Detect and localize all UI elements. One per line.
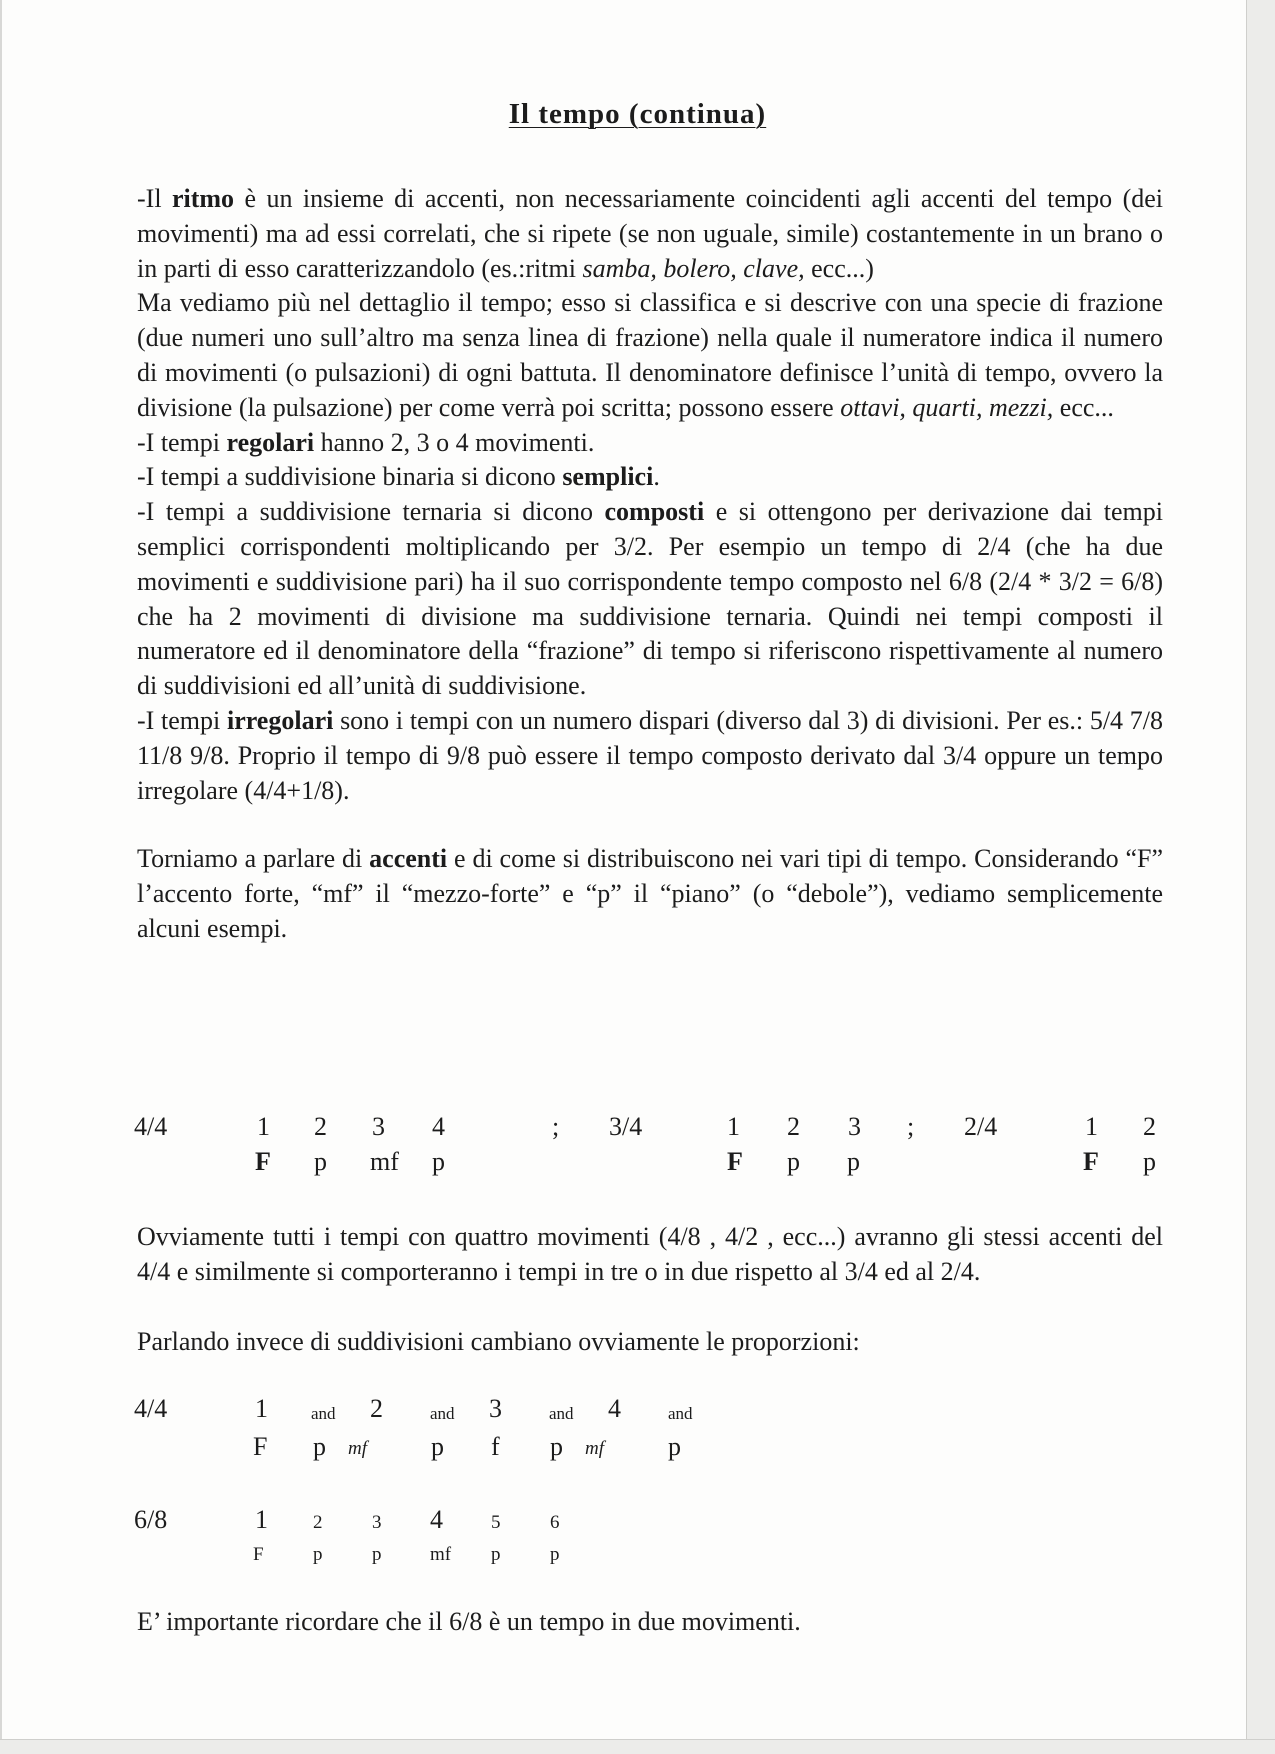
subdivision-number: 3 [372,1512,382,1533]
time-signature-6-8: 6/8 [134,1505,168,1534]
and-label: and [668,1404,693,1423]
text-run: Parlando invece di suddivisioni cambiano ovviamente le proporzioni: [137,1327,860,1356]
text-run: -I tempi [137,705,227,735]
text-run: E’ importante ricordare che il 6/8 è un tempo in due movimenti. [137,1607,801,1636]
paragraph-accenti [137,842,1163,946]
term-accenti: accenti [369,844,448,874]
accent-mark: p [313,1432,326,1461]
text-run: Torniamo a parlare di [137,844,370,874]
beat-number: 1 [257,1112,270,1141]
beat-number: 3 [848,1112,861,1141]
term-composti: composti [604,497,705,527]
accent-mark: F [727,1147,743,1176]
and-label: and [549,1404,574,1423]
accent-mark: mf [430,1544,452,1565]
text-run: Ma vediamo più nel dettaglio il tempo; esso si classifica e si descrive con una specie di frazione (due numeri uno sull’altro ma senza linea di frazione) nella quale il numeratore indica il numero di movimenti (o pulsazioni) di ogni battuta. Il denominatore definisce l’unità di tempo, ovvero la divisione (la pulsazione) per come verrà poi scritta; possono essere [137,288,1163,422]
beat-number: 1 [255,1394,268,1423]
accent-mark: F [253,1432,268,1461]
beat-number: 2 [1143,1112,1156,1141]
page-edge-right [1246,0,1275,1754]
accent-mark: p [432,1147,445,1176]
paragraph-ovviamente [137,1220,1163,1290]
text-run: Ovviamente tutti i tempi con quattro movimenti (4/8 , 4/2 , ecc...) avranno gli stessi accenti del 4/4 e similmente si comporteranno i tempi in tre o in due rispetto al 3/4 ed al 2/4. [137,1222,1163,1286]
separator: ; [907,1112,915,1141]
page-edge-left [0,0,2,1754]
body-text [137,182,1163,947]
term-ritmo: ritmo [171,184,235,213]
unit-examples: ottavi, quarti, mezzi, [840,392,1054,422]
and-label: and [430,1404,455,1423]
text-run: -I tempi a suddivisione ternaria si dicono [137,497,605,527]
accent-mark: p [314,1147,327,1176]
beat-number: 1 [255,1505,268,1534]
beat-number: 1 [727,1112,740,1141]
text-run: ecc...) [804,253,874,283]
text-run: hanno 2, 3 o 4 movimenti. [314,427,595,457]
subdivision-number: 2 [313,1512,323,1533]
text-run: e si ottengono per derivazione dai tempi semplici corrispondenti moltiplicando per 3/2. Per esempio un tempo di 2/4 (che ha due movimenti e suddivisione pari) ha il suo corrispondente tempo composto nel 6/8 (2/4 * 3/2 = 6/8) che ha 2 movimenti di divisione ma suddivisione ternaria. Quindi nei tempi composti il numeratore ed il denominatore della “frazione” di tempo si riferiscono rispettivamente al numero di suddivisioni ed all’unità di suddivisione. [137,497,1163,701]
accent-mark: p [491,1544,501,1565]
subdivision-number: 6 [550,1512,560,1533]
term-irregolari: irregolari [226,705,334,735]
separator: ; [552,1112,560,1141]
rhythm-examples: samba, bolero, clave, [582,253,805,283]
accent-mark: F [255,1147,271,1176]
beat-number: 3 [372,1112,385,1141]
accent-mark: F [253,1544,264,1565]
accent-mark: p [847,1147,860,1176]
paragraph-semplici [137,460,1163,495]
accent-mark: F [1083,1147,1099,1176]
text-run: -I tempi a suddivisione binaria si dicono [137,462,563,492]
term-regolari: regolari [226,427,315,457]
beat-number: 2 [370,1394,383,1423]
time-signature-2-4: 2/4 [964,1112,998,1141]
text-run: è un insieme di accenti, non necessariamente coincidenti agli accenti del tempo (dei movimenti) ma ad essi correlati, che si ripete (se non uguale, simile) costantemente in un brano o in parti di esso caratterizzandolo (es.:ritmi [137,184,1163,283]
accent-mark-handwritten: mf [585,1438,604,1459]
accent-mark: p [1143,1147,1156,1176]
paragraph-ritmo [137,182,1163,286]
and-label: and [311,1404,336,1423]
accent-mark: p [431,1432,444,1461]
beat-number: 2 [314,1112,327,1141]
text-run: e di come si distribuiscono nei vari tipi di tempo. Considerando “F” l’accento forte, “mf” il “mezzo-forte” e “p” il “piano” (o “debole”), vediamo semplicemente alcuni esempi. [137,844,1163,943]
paragraph-regolari [137,426,1163,461]
accent-mark: p [313,1544,323,1565]
paragraph-composti [137,495,1163,704]
accent-mark: p [372,1544,382,1565]
paragraph-tempo-detail [137,286,1163,425]
time-signature-4-4: 4/4 [134,1112,168,1141]
term-semplici: semplici [562,462,654,492]
beat-number: 1 [1085,1112,1098,1141]
accent-mark: p [550,1432,563,1461]
text-run: . [653,462,660,492]
accent-mark: f [491,1432,500,1461]
subdivision-number: 5 [491,1512,501,1533]
time-signature-3-4: 3/4 [609,1112,643,1141]
paragraph-conclusione [137,1605,1163,1640]
beat-number: 4 [432,1112,445,1141]
text-run: -Il [137,184,172,213]
accent-mark: mf [370,1147,399,1176]
accent-mark-handwritten: mf [348,1438,367,1459]
beat-number: 2 [787,1112,800,1141]
page-title: Il tempo (continua) [508,98,767,130]
time-signature-4-4: 4/4 [134,1394,168,1423]
accent-mark: p [668,1432,681,1461]
paragraph-gap [137,808,1163,842]
beat-number: 3 [489,1394,502,1423]
beat-number: 4 [608,1394,621,1423]
paragraph-suddivisioni [137,1325,1163,1360]
text-run: sono i tempi con un numero dispari (diverso dal 3) di divisioni. Per es.: 5/4 7/8 11/8 9/8. Proprio il tempo di 9/8 può essere il tempo composto derivato dal 3/4 oppure un tempo irregolare (4/4+1/8). [137,705,1163,805]
beat-number: 4 [430,1505,443,1534]
text-run: ecc... [1053,392,1114,422]
accent-mark: p [787,1147,800,1176]
text-run: -I tempi [137,427,227,457]
page-edge-bottom [0,1739,1275,1754]
paragraph-irregolari [137,704,1163,808]
accent-mark: p [550,1544,560,1565]
